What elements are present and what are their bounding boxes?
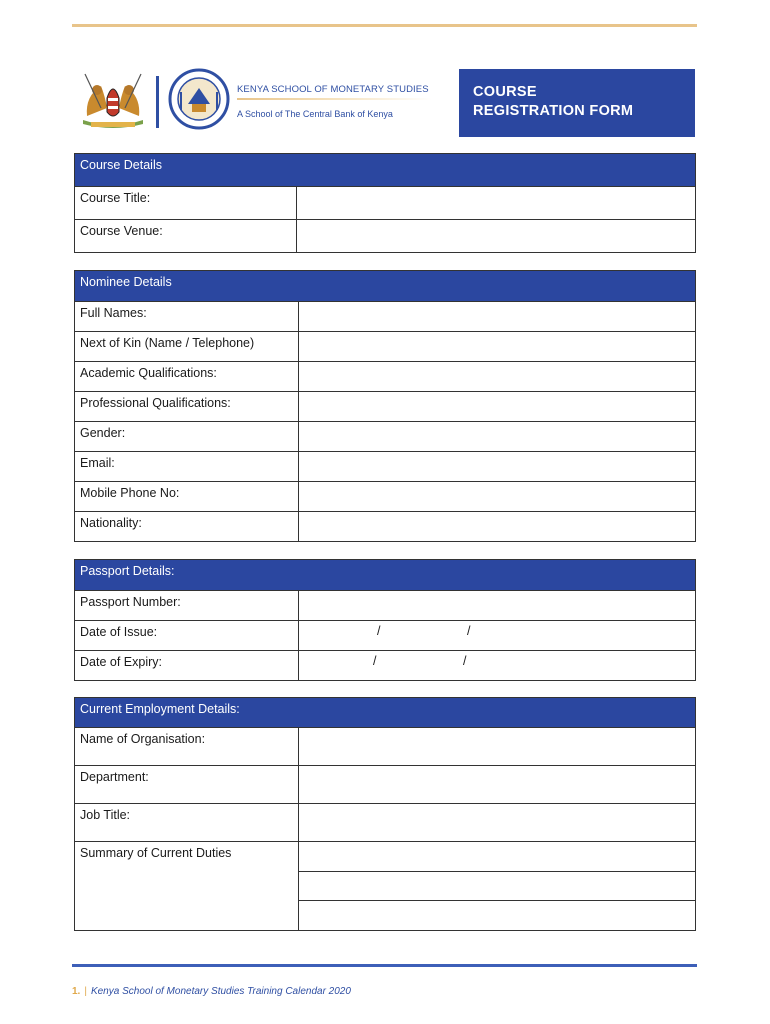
job-title-field[interactable]	[299, 804, 695, 841]
course-venue-field[interactable]	[297, 220, 695, 252]
footer-text: Kenya School of Monetary Studies Training Calendar 2020	[90, 986, 351, 997]
duties-summary-field	[299, 842, 695, 930]
field-label: Nationality:	[75, 512, 299, 541]
field-label: Professional Qualifications:	[75, 392, 299, 421]
section-heading: Passport Details:	[75, 560, 695, 590]
nationality-field[interactable]	[299, 512, 695, 541]
form-row	[75, 727, 695, 765]
ksms-seal-icon	[168, 68, 230, 130]
field-label: Department:	[75, 766, 299, 803]
field-label: Summary of Current Duties	[75, 842, 299, 930]
date-separator: /	[373, 654, 377, 668]
school-name-rule	[237, 98, 432, 100]
form-row	[75, 331, 695, 361]
field-label: Course Venue:	[75, 220, 297, 252]
top-rule	[72, 24, 697, 27]
course-title-field[interactable]	[297, 187, 695, 219]
date-separator: /	[377, 624, 381, 638]
school-name: KENYA SCHOOL OF MONETARY STUDIES	[237, 84, 429, 95]
bottom-rule	[72, 964, 697, 967]
field-label: Course Title:	[75, 187, 297, 219]
field-label: Next of Kin (Name / Telephone)	[75, 332, 299, 361]
passport-details-section	[74, 559, 696, 681]
academic-qualifications-field[interactable]	[299, 362, 695, 391]
form-row	[75, 590, 695, 620]
date-of-expiry-field[interactable]	[299, 651, 695, 680]
form-row	[75, 620, 695, 650]
form-row	[75, 361, 695, 391]
gender-field[interactable]	[299, 422, 695, 451]
field-label: Gender:	[75, 422, 299, 451]
kenya-coat-of-arms-icon	[77, 68, 149, 130]
field-label: Name of Organisation:	[75, 728, 299, 765]
page-footer	[72, 986, 351, 997]
form-title-box	[459, 69, 695, 137]
form-title-line1: COURSE	[473, 84, 537, 100]
form-row	[75, 650, 695, 680]
form-row	[75, 301, 695, 331]
footer-separator: |	[84, 986, 87, 997]
field-label: Email:	[75, 452, 299, 481]
field-label: Full Names:	[75, 302, 299, 331]
form-title-line2: REGISTRATION FORM	[473, 103, 634, 119]
section-heading: Current Employment Details:	[75, 698, 695, 727]
passport-number-field[interactable]	[299, 591, 695, 620]
form-row	[75, 219, 695, 252]
form-row	[75, 451, 695, 481]
date-separator: /	[463, 654, 467, 668]
employment-details-section	[74, 697, 696, 931]
logo-divider	[156, 76, 159, 128]
field-label: Job Title:	[75, 804, 299, 841]
organisation-field[interactable]	[299, 728, 695, 765]
form-row	[75, 511, 695, 541]
form-row	[75, 421, 695, 451]
form-row	[75, 765, 695, 803]
field-label: Date of Issue:	[75, 621, 299, 650]
duties-line-2[interactable]	[299, 871, 695, 901]
field-label: Academic Qualifications:	[75, 362, 299, 391]
department-field[interactable]	[299, 766, 695, 803]
nominee-details-section	[74, 270, 696, 542]
date-separator: /	[467, 624, 471, 638]
mobile-phone-field[interactable]	[299, 482, 695, 511]
duties-line-3[interactable]	[299, 900, 695, 930]
field-label: Date of Expiry:	[75, 651, 299, 680]
school-subtitle: A School of The Central Bank of Kenya	[237, 109, 393, 119]
full-names-field[interactable]	[299, 302, 695, 331]
section-heading: Course Details	[75, 154, 695, 186]
next-of-kin-field[interactable]	[299, 332, 695, 361]
email-field[interactable]	[299, 452, 695, 481]
form-row	[75, 391, 695, 421]
field-label: Mobile Phone No:	[75, 482, 299, 511]
field-label: Passport Number:	[75, 591, 299, 620]
form-row	[75, 841, 695, 930]
form-row	[75, 803, 695, 841]
course-details-section	[74, 153, 696, 253]
professional-qualifications-field[interactable]	[299, 392, 695, 421]
duties-line-1[interactable]	[299, 842, 695, 871]
section-heading: Nominee Details	[75, 271, 695, 301]
page-number: 1.	[72, 986, 81, 997]
date-of-issue-field[interactable]	[299, 621, 695, 650]
form-row	[75, 186, 695, 219]
form-row	[75, 481, 695, 511]
